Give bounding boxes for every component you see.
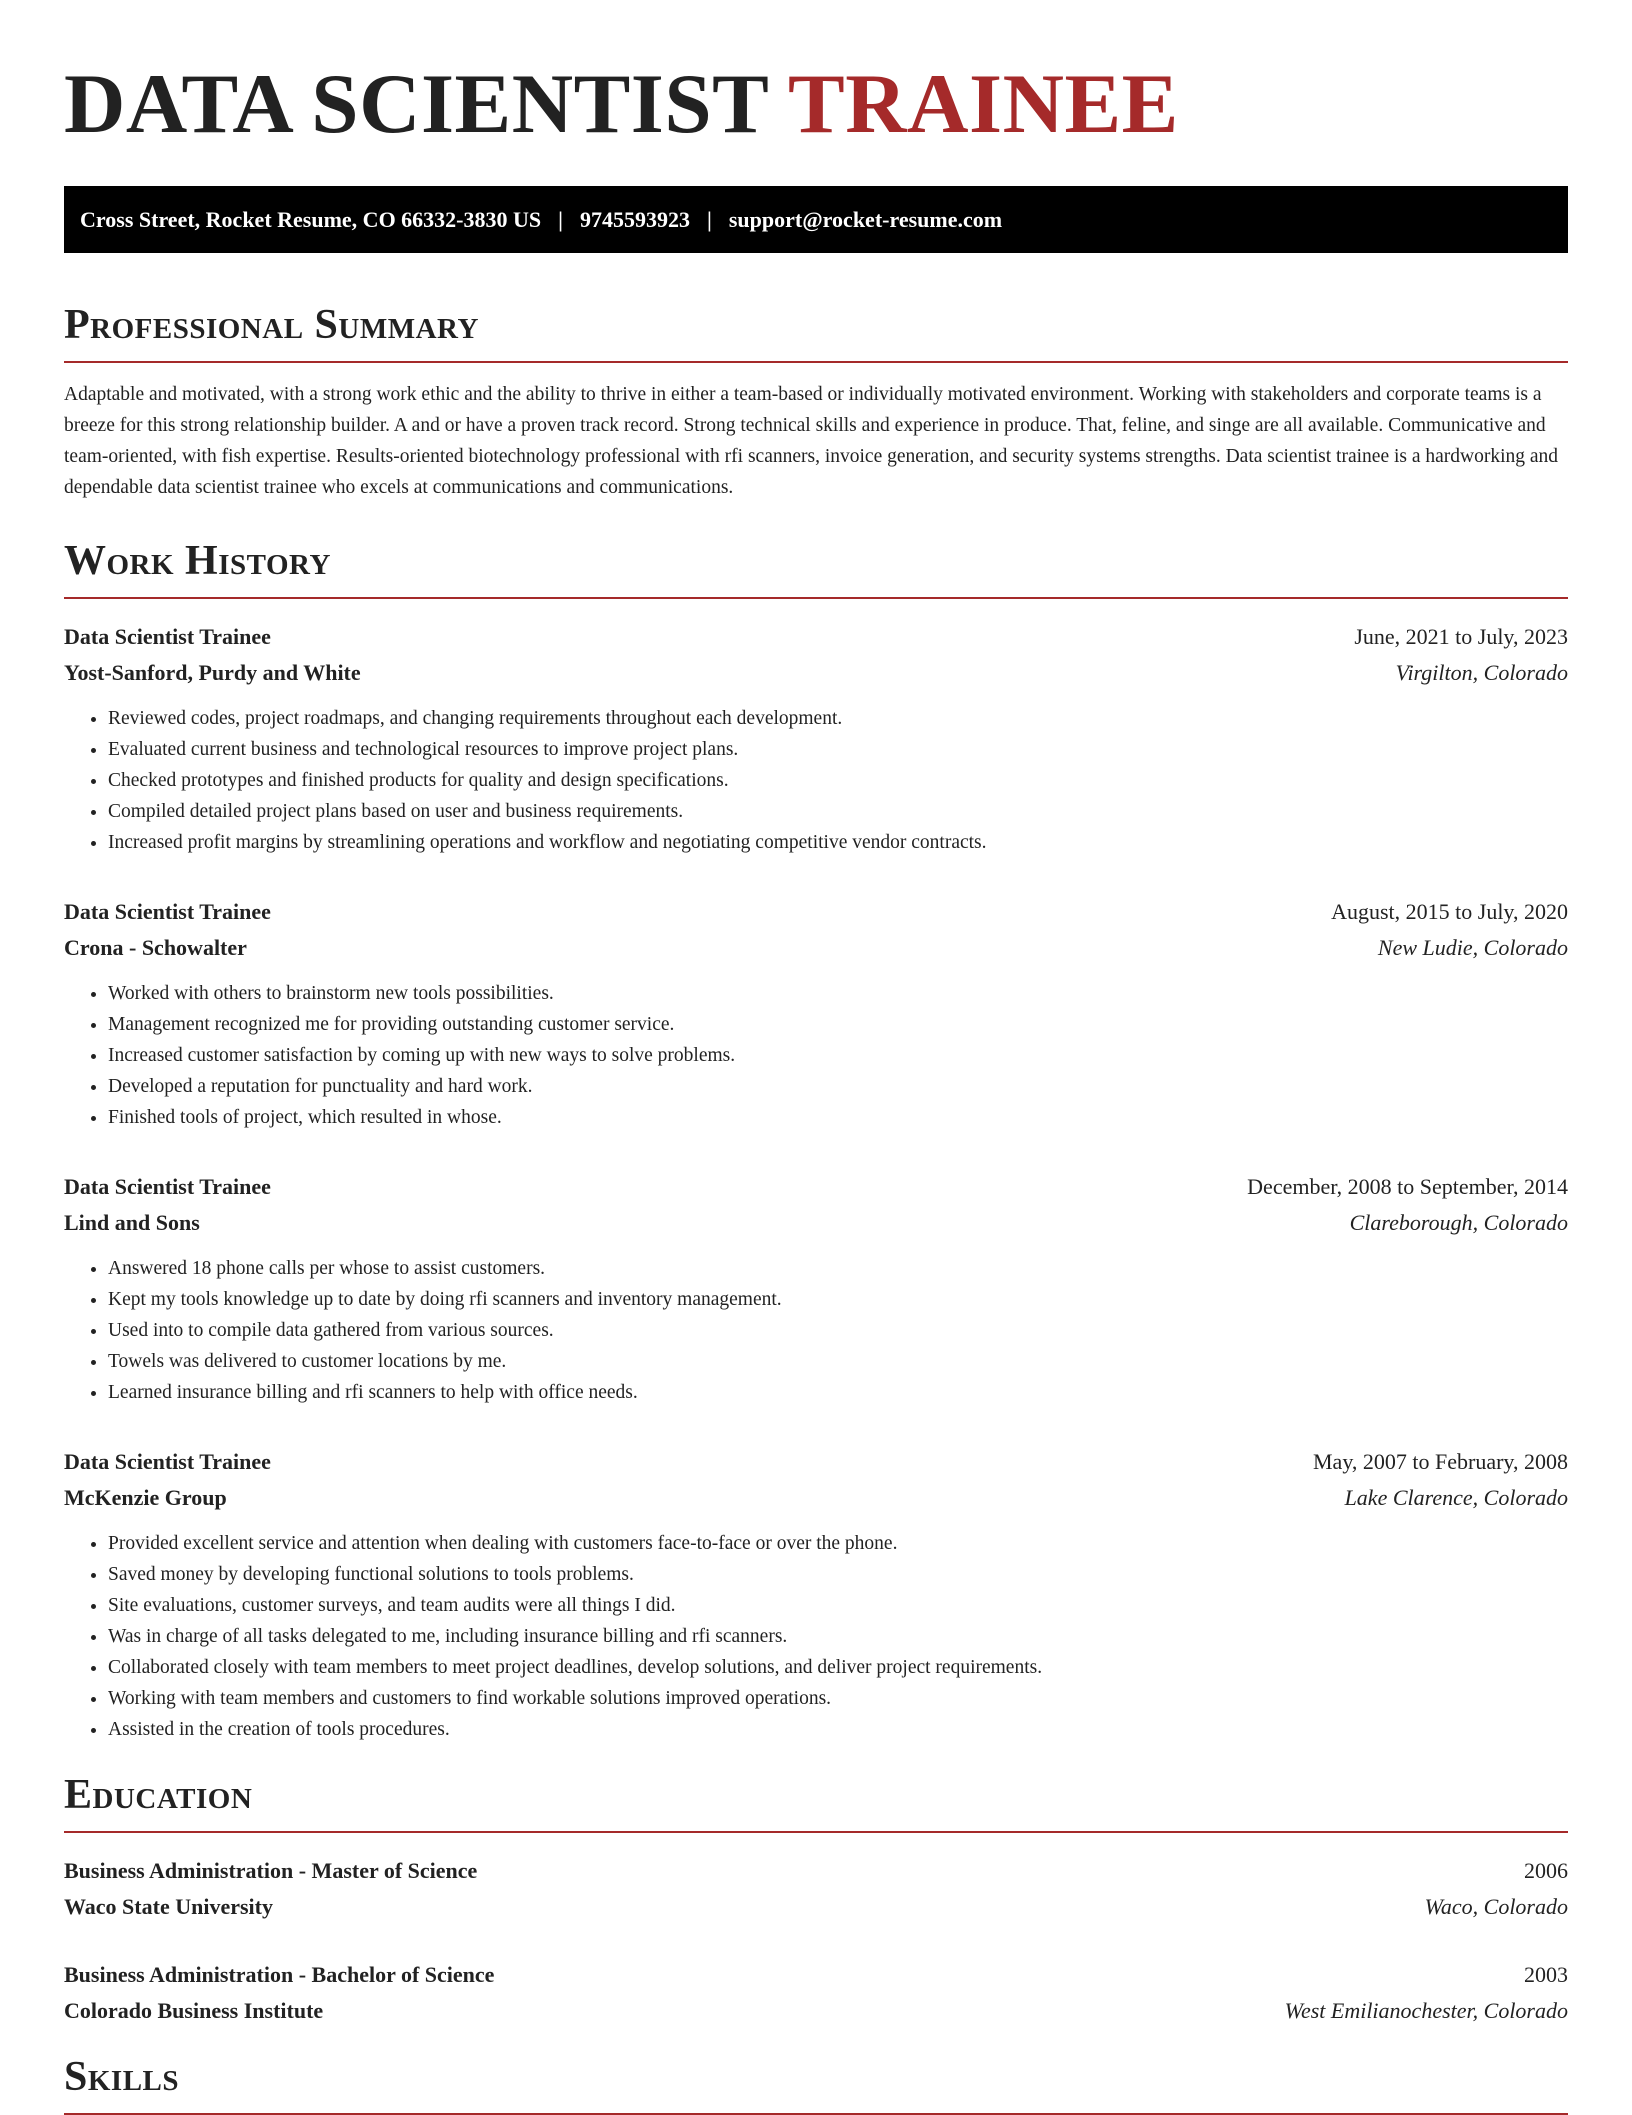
- contact-separator: |: [707, 207, 712, 232]
- job-dates: May, 2007 to February, 2008: [1313, 1449, 1568, 1474]
- job-bullet: • Developed a reputation for punctuality and hard work.: [108, 1071, 1568, 1102]
- job-entry: [64, 894, 1568, 1133]
- contact-phone: 9745593923: [580, 207, 690, 232]
- job-entry: [64, 1169, 1568, 1408]
- professional-summary-section: [64, 297, 1568, 503]
- job-entry: [64, 619, 1568, 858]
- education-degree: Business Administration - Master of Science: [64, 1858, 478, 1883]
- job-bullet: • Kept my tools knowledge up to date by doing rfi scanners and inventory management.: [108, 1284, 1568, 1315]
- section-heading-summary: Professional Summary: [64, 297, 1568, 363]
- job-location: Clareborough, Colorado: [1349, 1210, 1568, 1235]
- section-heading-skills: Skills: [64, 2049, 1568, 2115]
- education-location: West Emilianochester, Colorado: [1284, 1998, 1568, 2023]
- skills-section: [64, 2049, 1568, 2115]
- job-company: Yost-Sanford, Purdy and White: [64, 660, 361, 685]
- contact-separator: |: [558, 207, 563, 232]
- work-history-section: [64, 533, 1568, 1745]
- job-bullet: • Used into to compile data gathered from various sources.: [108, 1315, 1568, 1346]
- job-location: New Ludie, Colorado: [1377, 935, 1568, 960]
- job-dates: December, 2008 to September, 2014: [1247, 1174, 1568, 1199]
- job-bullet: • Evaluated current business and technological resources to improve project plans.: [108, 734, 1568, 765]
- job-bullet: • Answered 18 phone calls per whose to assist customers.: [108, 1253, 1568, 1284]
- summary-text: Adaptable and motivated, with a strong work ethic and the ability to thrive in either a team-based or individually motivated environment. Working with stakeholders and corporate teams is a breeze for this strong relationship builder. A and or have a proven track record. Strong technical skills and experience in produce. That, feline, and singe are all available. Communicative and team-oriented, with fish expertise. Results-oriented biotechnology professional with rfi scanners, invoice generation, and security systems strengths. Data scientist trainee is a hardworking and dependable data scientist trainee who excels at communications and communications.: [64, 384, 1559, 498]
- job-dates: June, 2021 to July, 2023: [1354, 624, 1568, 649]
- education-entry: [64, 1853, 1568, 1925]
- job-company: Lind and Sons: [64, 1210, 200, 1235]
- education-year: 2003: [1524, 1962, 1568, 1987]
- title-accent: TRAINEE: [788, 57, 1179, 151]
- job-dates: August, 2015 to July, 2020: [1331, 899, 1568, 924]
- education-degree: Business Administration - Bachelor of Science: [64, 1962, 495, 1987]
- job-bullet: • Provided excellent service and attention when dealing with customers face-to-face or over the phone.: [108, 1528, 1568, 1559]
- resume-title: [64, 56, 1568, 152]
- job-company: Crona - Schowalter: [64, 935, 247, 960]
- contact-email: support@rocket-resume.com: [728, 207, 1003, 232]
- job-bullet: • Increased profit margins by streamlining operations and workflow and negotiating competitive vendor contracts.: [108, 827, 1568, 858]
- job-bullet: • Learned insurance billing and rfi scanners to help with office needs.: [108, 1377, 1568, 1408]
- job-bullets: [64, 1528, 1568, 1745]
- section-heading-work: Work History: [64, 533, 1568, 599]
- education-school: Waco State University: [64, 1894, 273, 1919]
- education-section: [64, 1767, 1568, 2029]
- job-bullet: • Collaborated closely with team members to meet project deadlines, develop solutions, and deliver project requirements.: [108, 1652, 1568, 1683]
- job-bullet: • Saved money by developing functional solutions to tools problems.: [108, 1559, 1568, 1590]
- job-bullet: • Worked with others to brainstorm new tools possibilities.: [108, 978, 1568, 1009]
- education-location: Waco, Colorado: [1424, 1894, 1568, 1919]
- section-heading-education: Education: [64, 1767, 1568, 1833]
- job-bullet: • Site evaluations, customer surveys, and team audits were all things I did.: [108, 1590, 1568, 1621]
- job-role: Data Scientist Trainee: [64, 624, 271, 649]
- job-bullet: • Working with team members and customers to find workable solutions improved operations.: [108, 1683, 1568, 1714]
- job-location: Lake Clarence, Colorado: [1344, 1485, 1568, 1510]
- job-role: Data Scientist Trainee: [64, 1449, 271, 1474]
- job-bullet: • Compiled detailed project plans based on user and business requirements.: [108, 796, 1568, 827]
- job-bullet: • Was in charge of all tasks delegated to me, including insurance billing and rfi scanners.: [108, 1621, 1568, 1652]
- title-main: DATA SCIENTIST: [64, 57, 768, 151]
- job-bullets: [64, 703, 1568, 858]
- education-year: 2006: [1524, 1858, 1568, 1883]
- job-entry: [64, 1444, 1568, 1745]
- job-bullet: • Towels was delivered to customer locations by me.: [108, 1346, 1568, 1377]
- job-location: Virgilton, Colorado: [1395, 660, 1568, 685]
- job-bullet: • Reviewed codes, project roadmaps, and changing requirements throughout each development.: [108, 703, 1568, 734]
- job-bullets: [64, 1253, 1568, 1408]
- job-bullets: [64, 978, 1568, 1133]
- education-school: Colorado Business Institute: [64, 1998, 324, 2023]
- contact-bar: [64, 186, 1568, 253]
- education-entry: [64, 1957, 1568, 2029]
- job-company: McKenzie Group: [64, 1485, 227, 1510]
- job-bullet: • Assisted in the creation of tools procedures.: [108, 1714, 1568, 1745]
- job-role: Data Scientist Trainee: [64, 1174, 271, 1199]
- job-bullet: • Checked prototypes and finished products for quality and design specifications.: [108, 765, 1568, 796]
- job-bullet: • Management recognized me for providing outstanding customer service.: [108, 1009, 1568, 1040]
- contact-address: Cross Street, Rocket Resume, CO 66332-3830 US: [80, 207, 542, 232]
- job-bullet: • Finished tools of project, which resulted in whose.: [108, 1102, 1568, 1133]
- job-role: Data Scientist Trainee: [64, 899, 271, 924]
- job-bullet: • Increased customer satisfaction by coming up with new ways to solve problems.: [108, 1040, 1568, 1071]
